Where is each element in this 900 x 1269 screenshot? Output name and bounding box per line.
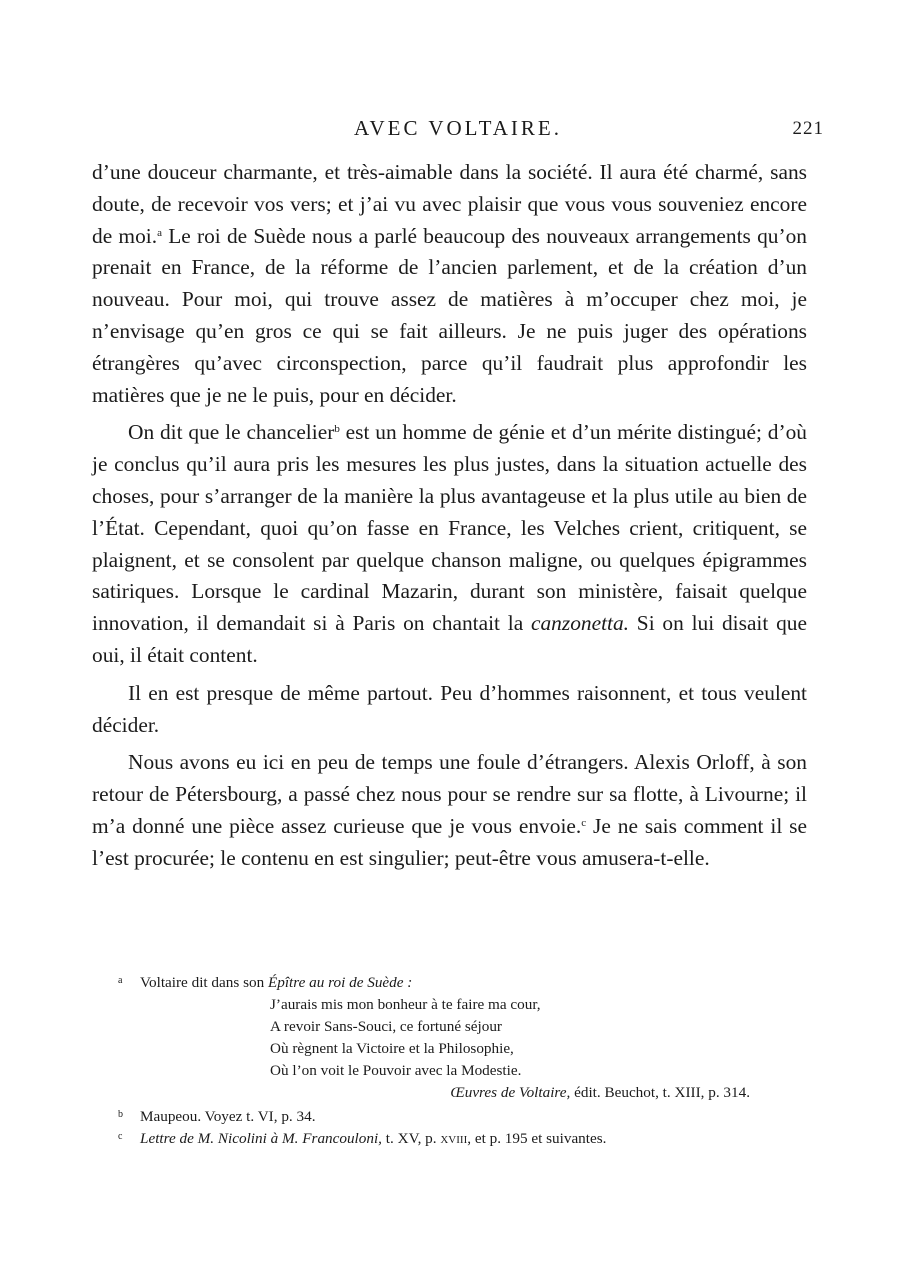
paragraph-2	[92, 417, 807, 671]
paragraph-4-text-a: Nous avons eu ici en peu de temps une foule d’étrangers. Alexis Orloff, à son retour de Pétersbourg, a passé chez nous pour se rendre sur sa flotte, à Livourne; il m’a donné une pièce assez curieuse que je vous envoie.	[92, 750, 807, 838]
footnote-b-text: Maupeou. Voyez t. VI, p. 34.	[140, 1108, 316, 1125]
running-title: AVEC VOLTAIRE.	[354, 116, 562, 140]
footnote-a-verse	[270, 994, 758, 1082]
attribution-text: édit. Beuchot, t. XIII, p. 314.	[570, 1084, 750, 1101]
paragraph-2-text-c: Si on lui disait que oui, il était content.	[92, 611, 807, 667]
paragraph-3: Il en est presque de même partout. Peu d’hommes raisonnent, et tous veulent décider.	[92, 680, 807, 737]
body-text	[92, 157, 807, 881]
paragraph-4-text-b: Je ne sais comment il se l’est procurée; le contenu en est singulier; peut-être vous amusera-t-elle.	[92, 813, 807, 870]
verse-line: A revoir Sans-Souci, ce fortuné séjour	[270, 1018, 502, 1035]
paragraph-1	[92, 157, 807, 411]
footnote-a: a Voltaire dit dans son Épître au roi de Suède : J’aurais mis mon bonheur à te faire ma cour, A revoir Sans-Souci, ce fortuné séjour Où règnent la Victoire et la Philosophie, Où l’on voit le Pouvoir avec la Modestie. Œuvres de Voltaire, édit. Beuchot, t. XIII, p. 314.	[118, 972, 758, 1104]
footnote-a-italic: Épître au roi de Suède :	[267, 974, 413, 991]
footnote-a-attribution	[118, 1082, 758, 1104]
verse-line: J’aurais mis mon bonheur à te faire ma cour,	[270, 996, 541, 1013]
paragraph-2-text-a: On dit que le chancelier	[128, 420, 335, 445]
attribution-italic: Œuvres de Voltaire,	[450, 1084, 571, 1101]
footnote-ref-c: c	[581, 816, 587, 829]
footnote-ref-a: a	[157, 226, 162, 239]
footnote-c: c Lettre de M. Nicolini à M. Francouloni, t. XV, p. xviii, et p. 195 et suivantes.	[118, 1130, 607, 1147]
footnote-a-text: Voltaire dit dans son	[140, 974, 268, 991]
verse-line: Où l’on voit le Pouvoir avec la Modestie.	[270, 1062, 522, 1079]
paragraph-4	[92, 747, 807, 874]
running-head	[92, 116, 824, 146]
footnote-c-smallcaps: xviii	[440, 1130, 468, 1147]
paragraph-1-text-b: Le roi de Suède nous a parlé beaucoup des nouveaux arrangements qu’on prenait en France, de la réforme de l’ancien parlement, et de la création d’un nouveau. Pour moi, qui trouve assez de matières à m’occuper chez moi, je n’envisage qu’en gros ce qui se fait ailleurs. Je ne puis juger des opérations étrangères qu’avec circonspection, parce qu’il faudrait plus approfondir les matières que je ne le puis, pour en décider.	[92, 223, 807, 407]
footnotes	[118, 972, 758, 1150]
footnote-c-text-1: t. XV, p.	[381, 1130, 441, 1147]
footnote-b: b Maupeou. Voyez t. VI, p. 34.	[118, 1108, 316, 1125]
footnote-ref-b: b	[334, 423, 340, 436]
paragraph-1-text-a: d’une douceur charmante, et très-aimable dans la société. Il aura été charmé, sans doute, de recevoir vos vers; et j’ai vu avec plaisir que vous vous souveniez encore de moi.	[92, 160, 807, 248]
footnote-c-text-2: , et p. 195 et suivantes.	[467, 1130, 607, 1147]
page-number: 221	[792, 118, 824, 139]
footnote-c-italic: Lettre de M. Nicolini à M. Francouloni,	[140, 1130, 382, 1147]
paragraph-2-italic: canzonetta.	[530, 611, 630, 636]
paragraph-2-text-b: est un homme de génie et d’un mérite distingué; d’où je conclus qu’il aura pris les mesures les plus justes, dans la situation actuelle des choses, pour s’arranger de la manière la plus avantageuse et la plus utile au bien de l’État. Cependant, quoi qu’on fasse en France, les Velches crient, critiquent, se plaignent, et se consolent par quelque chanson maligne, ou quelques épigrammes satiriques. Lorsque le cardinal Mazarin, durant son ministère, faisait quelque innovation, il demandait si à Paris on chantait la	[92, 420, 807, 636]
verse-line: Où règnent la Victoire et la Philosophie,	[270, 1040, 514, 1057]
